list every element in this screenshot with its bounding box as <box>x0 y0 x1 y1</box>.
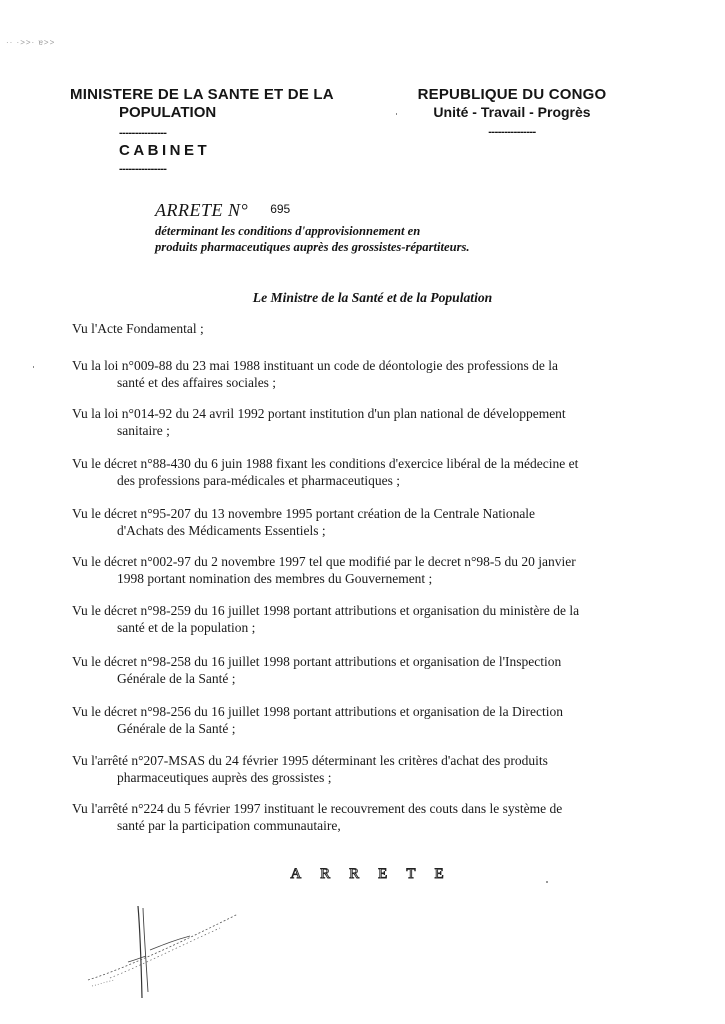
fax-transmission-mark: ·· ·>>· ɐ>> <box>6 38 56 47</box>
ministry-header <box>70 86 360 175</box>
consideration-continuation: santé et de la population ; <box>117 620 256 635</box>
consideration-item <box>72 320 632 337</box>
consideration-continuation: des professions para-médicales et pharmaceutiques ; <box>117 473 401 488</box>
republic-name: REPUBLIQUE DU CONGO <box>417 86 607 103</box>
consideration-continuation: pharmaceutiques auprès des grossistes ; <box>117 770 332 785</box>
consideration-text: Vu le décret n°95-207 du 13 novembre 1995 portant création de la Centrale Nationale <box>72 506 536 521</box>
consideration-text: Vu le décret n°98-258 du 16 juillet 1998 portant attributions et organisation de l'Inspection <box>72 654 562 669</box>
consideration-item <box>72 455 632 489</box>
decree-subtitle-line2: produits pharmaceutiques auprès des grossistes-répartiteurs. <box>155 240 470 254</box>
consideration-text: Vu le décret n°002-97 du 2 novembre 1997 tel que modifié par le decret n°98-5 du 20 janvier <box>72 554 576 569</box>
consideration-text: Vu l'Acte Fondamental ; <box>72 321 204 336</box>
consideration-continuation: Générale de la Santé ; <box>117 671 236 686</box>
consideration-item <box>72 405 632 439</box>
consideration-continuation: Générale de la Santé ; <box>117 721 236 736</box>
decree-number: 695 <box>270 202 291 216</box>
consideration-item <box>72 357 632 391</box>
ministry-name-line2: POPULATION <box>119 104 217 121</box>
handwritten-signature <box>80 900 260 1000</box>
ministry-name-line1: MINISTERE DE LA SANTE ET DE LA <box>70 86 334 103</box>
consideration-text: Vu l'arrêté n°207-MSAS du 24 février 1995 déterminant les critères d'achat des produits <box>72 753 548 768</box>
consideration-continuation: d'Achats des Médicaments Essentiels ; <box>117 523 326 538</box>
consideration-continuation: santé et des affaires sociales ; <box>117 375 277 390</box>
consideration-text: Vu la loi n°009-88 du 23 mai 1988 instituant un code de déontologie des professions de la <box>72 358 559 373</box>
consideration-item <box>72 800 632 834</box>
cabinet-separator: --------------- <box>119 163 167 175</box>
decree-title-block <box>155 200 575 255</box>
consideration-item <box>72 703 632 737</box>
scan-speck <box>546 881 548 883</box>
arrete-heading: ARRETE <box>290 866 463 882</box>
consideration-text: Vu l'arrêté n°224 du 5 février 1997 instituant le recouvrement des couts dans le système de <box>72 801 563 816</box>
consideration-text: Vu le décret n°98-256 du 16 juillet 1998 portant attributions et organisation de la Direction <box>72 704 563 719</box>
scan-speck <box>396 113 397 115</box>
republic-header <box>412 86 612 138</box>
consideration-text: Vu le décret n°88-430 du 6 juin 1988 fixant les conditions d'exercice libéral de la médecine et <box>72 456 579 471</box>
cabinet-label: CABINET <box>119 142 211 159</box>
consideration-continuation: sanitaire ; <box>117 423 170 438</box>
minister-line: Le Ministre de la Santé et de la Population <box>252 290 493 305</box>
decree-title: ARRETE N° <box>155 200 249 220</box>
consideration-item <box>72 752 632 786</box>
consideration-text: Vu le décret n°98-259 du 16 juillet 1998 portant attributions et organisation du ministère de la <box>72 603 580 618</box>
consideration-item <box>72 505 632 539</box>
consideration-continuation: santé par la participation communautaire, <box>117 818 341 833</box>
consideration-item <box>72 553 632 587</box>
decree-subtitle-line1: déterminant les conditions d'approvisionnement en <box>155 224 421 238</box>
scan-speck <box>33 366 34 368</box>
consideration-item <box>72 602 632 636</box>
consideration-text: Vu la loi n°014-92 du 24 avril 1992 portant institution d'un plan national de développement <box>72 406 566 421</box>
consideration-item <box>72 653 632 687</box>
consideration-continuation: 1998 portant nomination des membres du Gouvernement ; <box>117 571 433 586</box>
republic-separator: --------------- <box>488 126 536 138</box>
ministry-separator: --------------- <box>119 127 167 139</box>
republic-motto: Unité - Travail - Progrès <box>433 104 591 120</box>
